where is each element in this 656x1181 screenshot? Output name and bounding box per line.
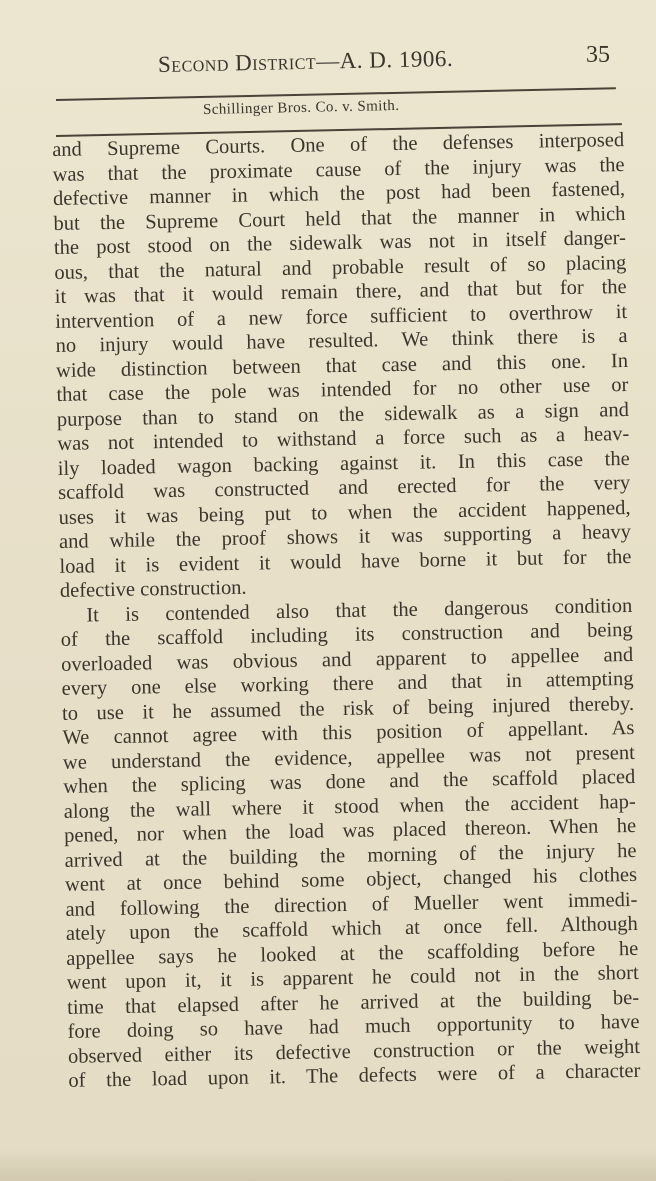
text-line: It is contended also that the dangerous condition [86,594,633,626]
text-line: appellee says he looked at the scaffolding before he [66,937,639,970]
text-line: it was that it would remain there, and that but for the [54,275,627,308]
text-line: but the Supreme Court held that the manner in which [53,202,626,235]
text-line: defective manner in which the post had been fastened, [52,178,626,210]
page-number: 35 [586,42,610,68]
text-line: uses it was being put to when the accident happened, [58,496,631,529]
text-line: fore doing so have had much opportunity to have [67,1010,640,1043]
text-line: observed either its defective construction or the weight [67,1035,641,1068]
text-line: ately upon the scaffold which at once fell. Although [65,912,638,945]
text-line: went at once behind some object, changed his clothes [64,863,638,896]
text-line: time that elapsed after he arrived at the building be- [66,986,640,1019]
text-line: and Supreme Courts. One of the defenses interposed [52,129,625,161]
text-line: of the load upon it. The defects were of a character [68,1059,641,1092]
text-line: load it is evident it would have borne it but for the [59,545,632,578]
text-line: We cannot agree with this position of appellant. As [62,716,635,749]
text-line: along the wall where it stood when the accident hap- [63,790,636,823]
paragraph [60,593,640,1093]
text-line: to use it he assumed the risk of being injured thereby. [61,692,635,725]
text-line: was not intended to withstand a force such as a heav- [57,422,630,455]
text-line: ous, that the natural and probable result of so placing [54,251,627,284]
text-line: arrived at the building the morning of the injury he [64,839,637,872]
text-line: wide distinction between that case and this one. In [55,349,629,382]
page-edge-shadow [0,1149,656,1181]
text-line: ily loaded wagon backing against it. In this case the [57,447,630,480]
text-line: that case the pole was intended for no other use or [56,373,629,406]
text-line: and while the proof shows it was supporting a heavy [58,520,632,553]
page-header [0,0,656,130]
text-line: purpose than to stand on the sidewalk as a sign and [56,398,630,431]
running-head: Second District—A. D. 1906. [157,45,454,77]
body-text [52,128,641,1093]
text-line: scaffold was constructed and erected for the very [58,471,631,504]
text-line: no injury would have resulted. We think there is a [55,324,628,357]
text-line: we understand the evidence, appellee was not present [62,741,636,774]
text-line: was that the proximate cause of the injury was the [52,153,625,186]
text-line: when the splicing was done and the scaffold placed [63,765,636,798]
text-line: defective construction. [59,576,247,602]
case-caption: Schillinger Bros. Co. v. Smith. [202,97,400,118]
text-line: pened, nor when the load was placed thereon. When he [63,814,637,847]
text-line: overloaded was obvious and apparent to appellee and [60,643,634,676]
text-line: went upon it, it is apparent he could not in the short [66,961,639,994]
text-line: intervention of a new force sufficient to overthrow it [55,300,628,333]
paragraph [52,128,632,603]
text-line: the post stood on the sidewalk was not in itself danger- [53,227,627,259]
text-line: every one else working there and that in attempting [61,667,634,700]
text-line: and following the direction of Mueller went immedi- [65,888,638,921]
text-line: of the scaffold including its construction and being [60,618,633,651]
